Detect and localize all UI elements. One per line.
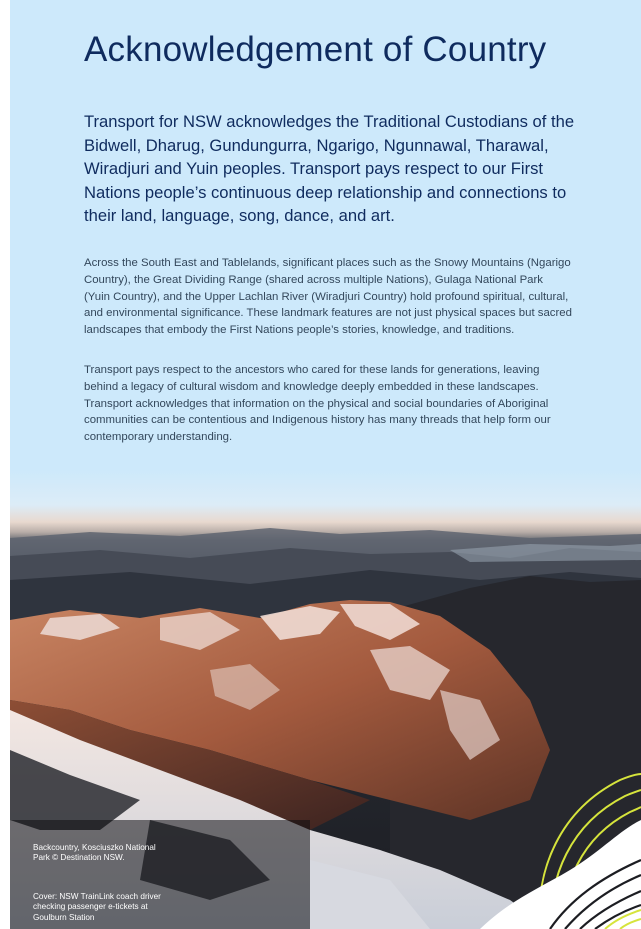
lead-statement: Transport for NSW acknowledges the Traditional Custodians of the Bidwell, Dharug, Gundungurra, Ngarigo, Ngunnawal, Tharawal, Wiradjuri and Yuin peoples. Transport pays respect to our First Nations people’s continuous deep relationship and connections to their land, language, song, dance, and art. bbox=[84, 112, 575, 225]
acknowledgement-page bbox=[10, 0, 641, 929]
body-paragraph-2: Transport pays respect to the ancestors who cared for these lands for generations, leaving behind a legacy of cultural wisdom and knowledge deeply embedded in these landscapes. Transport acknowledges that information on the physical and social boundaries of Aboriginal communities can be contentious and Indigenous history has many threads that help form our contemporary understanding. bbox=[84, 364, 551, 444]
page-title: Acknowledgement of Country bbox=[84, 30, 547, 69]
wave-pattern-graphic bbox=[480, 760, 641, 929]
body-paragraph-1: Across the South East and Tablelands, significant places such as the Snowy Mountains (Ngarigo Country), the Great Dividing Range (shared across multiple Nations), Gulaga National Park (Yuin Country), and the Upper Lachlan River (Wiradjuri Country) hold profound spiritual, cultural, and environmental significance. These landmark features are not just physical spaces but sacred landscapes that embody the First Nations people’s stories, knowledge, and traditions. bbox=[84, 257, 572, 337]
cover-caption: Cover: NSW TrainLink coach driver checking passenger e-tickets at Goulburn Station bbox=[33, 892, 161, 922]
photo-credit: Backcountry, Kosciuszko National Park © Destination NSW. bbox=[33, 843, 156, 863]
